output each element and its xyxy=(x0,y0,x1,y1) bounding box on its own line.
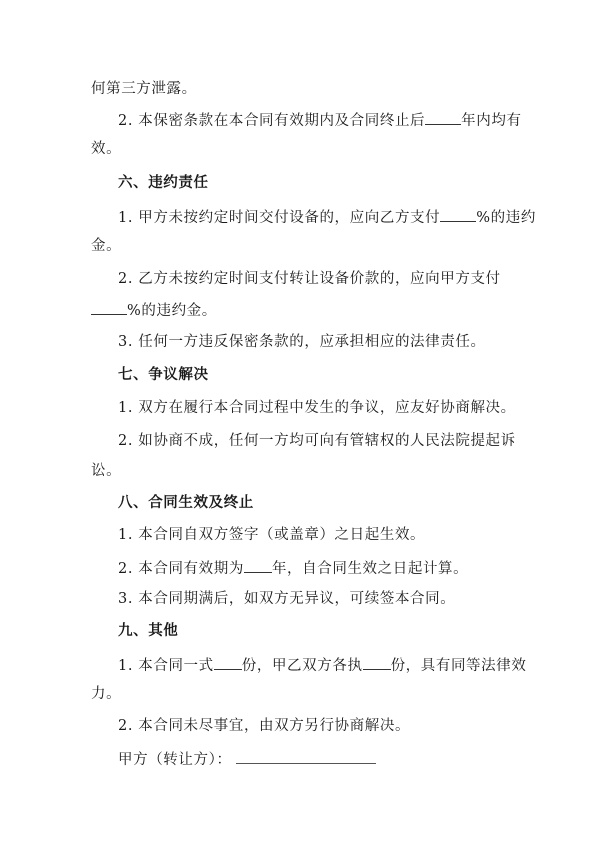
dispute-clause-2: 2. 如协商不成，任何一方均可向有管辖权的人民法院提起诉 xyxy=(118,433,516,449)
effect-clause-1: 1. 本合同自双方签字（或盖章）之日起生效。 xyxy=(118,527,426,543)
effect-clause-3: 3. 本合同期满后，如双方无异议，可续签本合同。 xyxy=(118,591,456,607)
confidentiality-clause-2: 2. 本保密条款在本合同有效期内及合同终止后 年内均有 xyxy=(118,110,522,130)
other-clause-2: 2. 本合同未尽事宜，由双方另行协商解决。 xyxy=(118,718,411,734)
years-blank xyxy=(425,110,461,125)
percent-blank xyxy=(440,207,476,222)
breach-clause-2-cont: %的违约金。 xyxy=(91,300,217,320)
copies-each-blank xyxy=(363,655,391,670)
section-heading-breach: 六、违约责任 xyxy=(118,175,209,191)
party-a-signature: 甲方（转让方）： xyxy=(118,749,376,769)
breach-clause-3: 3. 任何一方违反保密条款的，应承担相应的法律责任。 xyxy=(118,334,486,350)
dispute-clause-1: 1. 双方在履行本合同过程中发生的争议，应友好协商解决。 xyxy=(118,400,516,416)
breach-clause-1: 1. 甲方未按约定时间交付设备的，应向乙方支付 %的违约 xyxy=(118,207,536,227)
effect-clause-2: 2. 本合同有效期为 年，自合同生效之日起计算。 xyxy=(118,558,468,578)
signature-line xyxy=(236,749,376,764)
paragraph-line: 何第三方泄露。 xyxy=(91,81,197,97)
section-heading-effect: 八、合同生效及终止 xyxy=(118,495,254,511)
section-heading-dispute: 七、争议解决 xyxy=(118,367,209,383)
percent-blank xyxy=(91,300,127,315)
paragraph-line: 力。 xyxy=(91,686,122,702)
paragraph-line: 效。 xyxy=(91,141,122,157)
breach-clause-2: 2. 乙方未按约定时间支付转让设备价款的，应向甲方支付 xyxy=(118,271,501,287)
paragraph-line: 讼。 xyxy=(91,463,122,479)
section-heading-other: 九、其他 xyxy=(118,623,179,639)
other-clause-1: 1. 本合同一式 份，甲乙双方各执 份，具有同等法律效 xyxy=(118,655,526,675)
paragraph-line: 金。 xyxy=(91,238,122,254)
years-blank xyxy=(244,558,272,573)
copies-blank xyxy=(214,655,242,670)
